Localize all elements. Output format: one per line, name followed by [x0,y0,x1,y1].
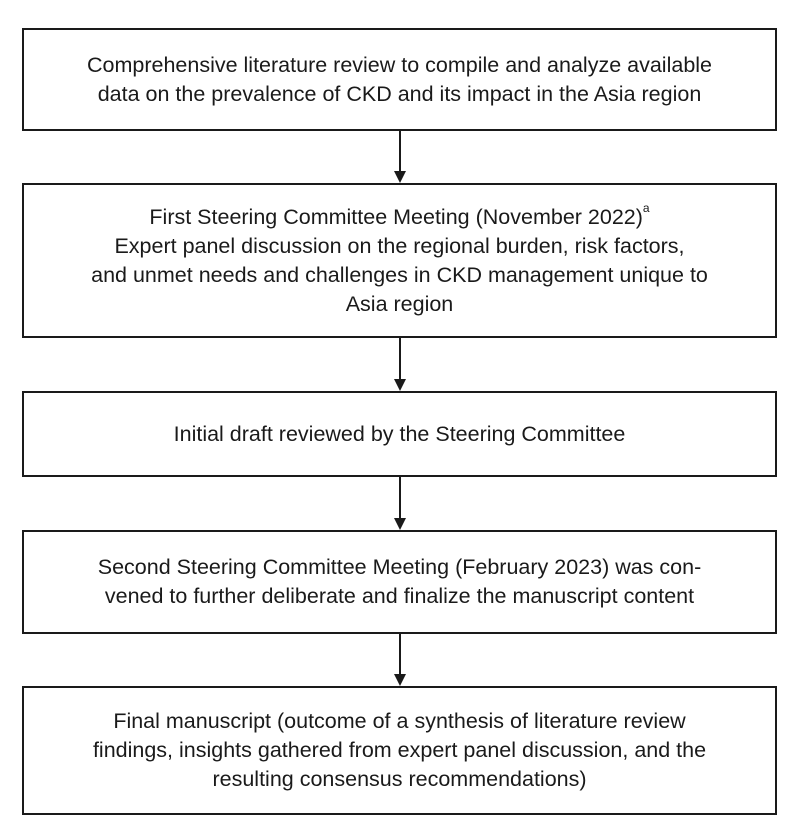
flow-step-text [93,707,706,794]
down-arrow-icon [392,477,408,530]
flow-step-line: Final manuscript (outcome of a synthesis of literature review [113,709,686,733]
footnote-marker: a [642,201,650,216]
down-arrow-icon [392,634,408,686]
flow-step-text [87,51,712,109]
flow-step-first-steering-meeting [22,183,777,338]
flow-step-literature-review [22,28,777,131]
flow-step-line: Expert panel discussion on the regional burden, risk factors, [114,233,685,258]
flow-step-text [174,420,626,449]
flow-step-second-steering-meeting [22,530,777,634]
flow-step-line: resulting consensus recommendations) [212,767,587,791]
flow-step-final-manuscript [22,686,777,815]
down-arrow-icon [392,338,408,391]
flow-step-text [91,203,708,319]
flow-step-line: findings, insights gathered from expert panel discussion, and the [92,738,707,762]
flow-step-line: data on the prevalence of CKD and its impact in the Asia region [97,81,702,106]
flow-step-line: Comprehensive literature review to compile and analyze available [86,52,713,77]
flow-step-initial-draft-review [22,391,777,477]
flow-step-line: Initial draft reviewed by the Steering Committee [173,421,626,446]
flow-step-heading [91,203,708,232]
flow-step-heading-text: First Steering Committee Meeting (November 2022) [149,204,643,229]
flow-step-line: Second Steering Committee Meeting (February 2023) was con- [97,555,702,579]
flow-step-line: and unmet needs and challenges in CKD management unique to [91,262,708,287]
flow-step-text [98,553,701,611]
flow-step-line: Asia region [345,291,454,316]
flow-step-line: vened to further deliberate and finalize the manuscript content [104,584,695,608]
down-arrow-icon [392,131,408,183]
